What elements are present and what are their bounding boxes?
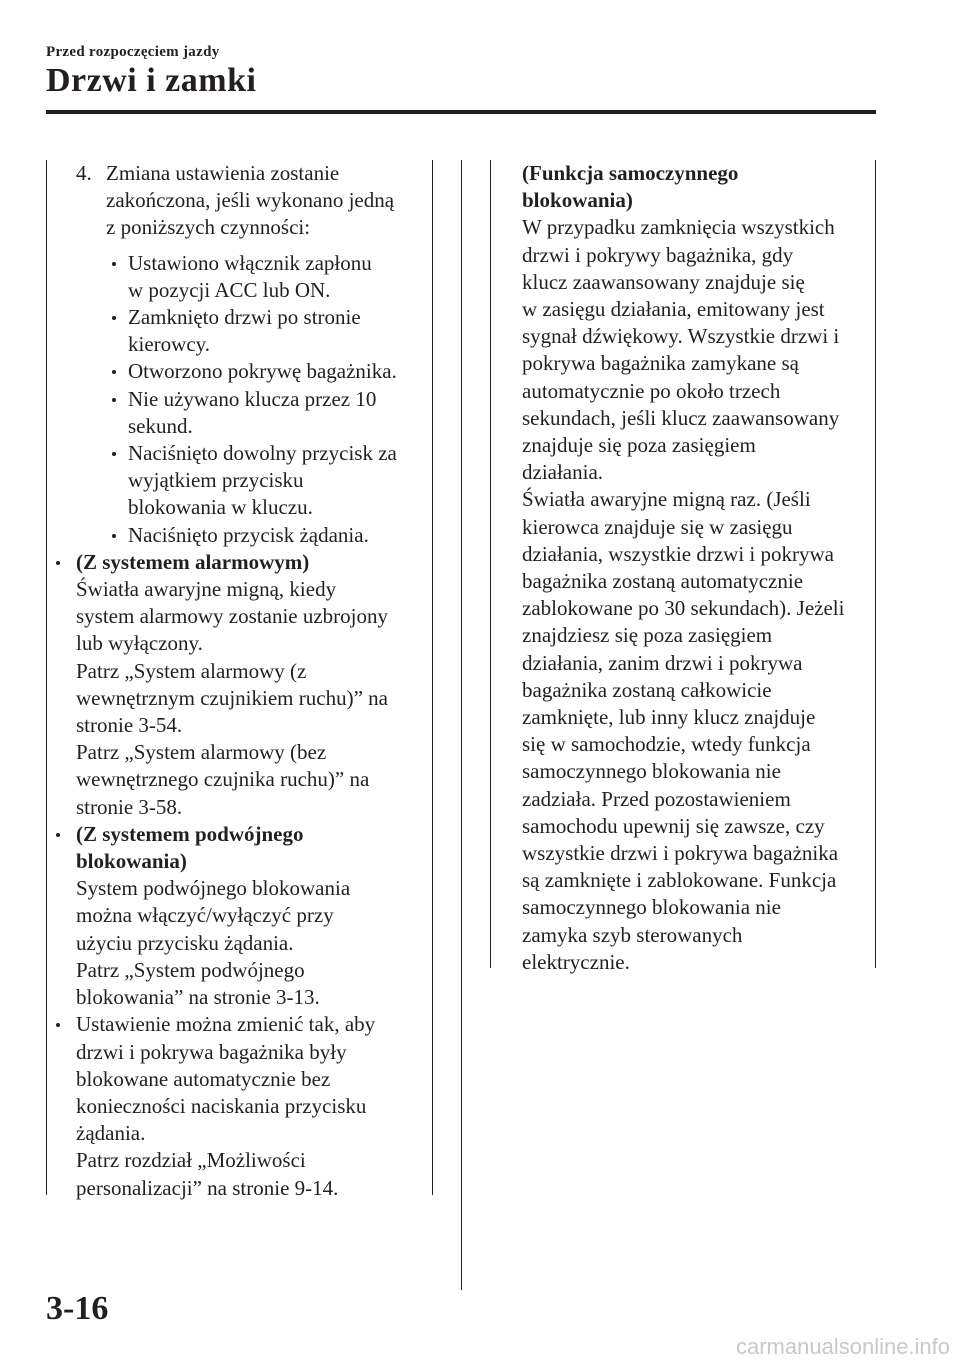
- bullet-dot-icon: [112, 370, 116, 374]
- text-line: blokowane automatycznie bez: [76, 1066, 331, 1091]
- personalization-note: [76, 1011, 426, 1201]
- list-item: [106, 386, 426, 440]
- text-line: Patrz rozdział „Możliwości: [76, 1148, 306, 1173]
- text-line: bagażnika zostaną całkowicie: [522, 677, 772, 702]
- text-line: Zamknięto drzwi po stronie: [128, 305, 361, 330]
- text-line: zamknięte, lub inny klucz znajduje: [522, 705, 816, 730]
- text-line: W przypadku zamknięcia wszystkich: [522, 215, 835, 240]
- text-line: blokowania w kluczu.: [128, 495, 313, 520]
- text-line: Nie używano klucza przez 10: [128, 386, 377, 411]
- text-line: samoczynnego blokowania nie: [522, 895, 781, 920]
- text-line: Naciśnięto dowolny przycisk za: [128, 441, 397, 466]
- note-heading: blokowania): [76, 849, 187, 874]
- text-line: automatycznie po około trzech: [522, 378, 781, 403]
- condition-list: [76, 250, 426, 549]
- text-line: działania.: [522, 460, 604, 485]
- text-line: drzwi i pokrywy bagażnika, gdy: [522, 242, 794, 267]
- text-line: Światła awaryjne migną raz. (Jeśli: [522, 487, 811, 512]
- text-line: są zamknięte i zablokowane. Funkcja: [522, 868, 837, 893]
- text-line: w zasięgu działania, emitowany jest: [522, 297, 825, 322]
- text-line: stronie 3-54.: [76, 713, 183, 738]
- text-line: Naciśnięto przycisk żądania.: [128, 522, 369, 547]
- text-line: stronie 3-58.: [76, 794, 183, 819]
- text-line: sygnał dźwiękowy. Wszystkie drzwi i: [522, 324, 840, 349]
- note-heading: (Z systemem podwójnego: [76, 821, 304, 846]
- text-line: działania, wszystkie drzwi i pokrywa: [522, 541, 834, 566]
- text-line: Ustawienie można zmienić tak, aby: [76, 1012, 376, 1037]
- bullet-dot-icon: [112, 452, 116, 456]
- auto-lock-heading: (Funkcja samoczynnego: [522, 161, 739, 185]
- left-column-rule: [432, 160, 433, 1195]
- page-number: 3-16: [46, 1290, 109, 1327]
- text-line: zadziała. Przed pozostawieniem: [522, 786, 791, 811]
- text-line: Patrz „System alarmowy (z: [76, 658, 307, 683]
- text-line: Patrz „System alarmowy (bez: [76, 740, 327, 765]
- left-column: [76, 160, 426, 1202]
- text-line: personalizacji” na stronie 9-14.: [76, 1175, 339, 1200]
- bullet-dot-icon: [112, 316, 116, 320]
- bullet-dot-icon: [56, 1023, 60, 1027]
- text-line: działania, zanim drzwi i pokrywa: [522, 650, 803, 675]
- text-line: znajduje się poza zasięgiem: [522, 433, 756, 458]
- item-number: 4.: [76, 161, 92, 185]
- text-line: w pozycji ACC lub ON.: [128, 277, 331, 302]
- text-line: System podwójnego blokowania: [76, 876, 351, 901]
- text-line: elektrycznie.: [522, 949, 630, 974]
- bullet-dot-icon: [112, 398, 116, 402]
- text-line: blokowania” na stronie 3-13.: [76, 985, 320, 1010]
- text-line: drzwi i pokrywa bagażnika były: [76, 1039, 347, 1064]
- text-line: wewnętrznym czujnikiem ruchu)” na: [76, 685, 388, 710]
- text-line: samochodu upewnij się zawsze, czy: [522, 813, 825, 838]
- text-line: Światła awaryjne migną, kiedy: [76, 577, 337, 602]
- left-margin-rule: [46, 160, 47, 1195]
- list-item: [106, 358, 426, 385]
- right-column-right-rule: [875, 160, 876, 968]
- bullet-dot-icon: [56, 833, 60, 837]
- text-line: użyciu przycisku żądania.: [76, 930, 294, 955]
- text-line: można włączyć/wyłączyć przy: [76, 903, 334, 928]
- double-lock-note: [76, 821, 426, 1011]
- text-line: Ustawiono włącznik zapłonu: [128, 250, 372, 275]
- text-line: Otworzono pokrywę bagażnika.: [128, 359, 397, 384]
- text-line: klucz zaawansowany znajduje się: [522, 269, 805, 294]
- chapter-title: Drzwi i zamki: [46, 62, 257, 99]
- auto-lock-heading: blokowania): [522, 188, 633, 213]
- text-line: pokrywa bagażnika zamykane są: [522, 351, 799, 376]
- header-rule: [46, 110, 876, 114]
- list-item: [106, 250, 426, 304]
- bullet-dot-icon: [112, 262, 116, 266]
- text-line: Zmiana ustawienia zostanie: [106, 161, 340, 185]
- text-line: kierowca znajduje się w zasięgu: [522, 514, 793, 539]
- right-column: [522, 160, 868, 976]
- text-line: sekundach, jeśli klucz zaawansowany: [522, 405, 840, 430]
- list-item: [106, 440, 426, 522]
- text-line: wszystkie drzwi i pokrywa bagażnika: [522, 841, 839, 866]
- text-line: sekund.: [128, 413, 193, 438]
- column-divider: [461, 160, 462, 1290]
- alarm-system-note: [76, 549, 426, 821]
- text-line: zakończona, jeśli wykonano jedną: [106, 188, 395, 213]
- bullet-dot-icon: [56, 561, 60, 565]
- text-line: konieczności naciskania przycisku: [76, 1093, 367, 1118]
- text-line: wyjątkiem przycisku: [128, 468, 304, 493]
- text-line: system alarmowy zostanie uzbrojony: [76, 604, 389, 629]
- text-line: lub wyłączony.: [76, 631, 203, 656]
- bullet-dot-icon: [112, 534, 116, 538]
- text-line: z poniższych czynności:: [106, 215, 311, 240]
- text-line: się w samochodzie, wtedy funkcja: [522, 732, 811, 757]
- text-line: kierowcy.: [128, 332, 211, 357]
- list-item: [106, 304, 426, 358]
- text-line: żądania.: [76, 1121, 146, 1146]
- text-line: zablokowane po 30 sekundach). Jeżeli: [522, 596, 845, 621]
- text-line: Patrz „System podwójnego: [76, 957, 305, 982]
- section-label: Przed rozpoczęciem jazdy: [46, 44, 220, 60]
- text-line: samoczynnego blokowania nie: [522, 759, 781, 784]
- text-line: bagażnika zostaną automatycznie: [522, 569, 804, 594]
- text-line: wewnętrznego czujnika ruchu)” na: [76, 767, 370, 792]
- right-column-left-rule: [490, 160, 491, 968]
- text-line: znajdziesz się poza zasięgiem: [522, 623, 773, 648]
- note-heading: (Z systemem alarmowym): [76, 549, 310, 574]
- list-item: [106, 522, 426, 549]
- watermark: carmanualsonline.info: [736, 1334, 951, 1359]
- numbered-item-4: [76, 160, 426, 242]
- text-line: zamyka szyb sterowanych: [522, 922, 743, 947]
